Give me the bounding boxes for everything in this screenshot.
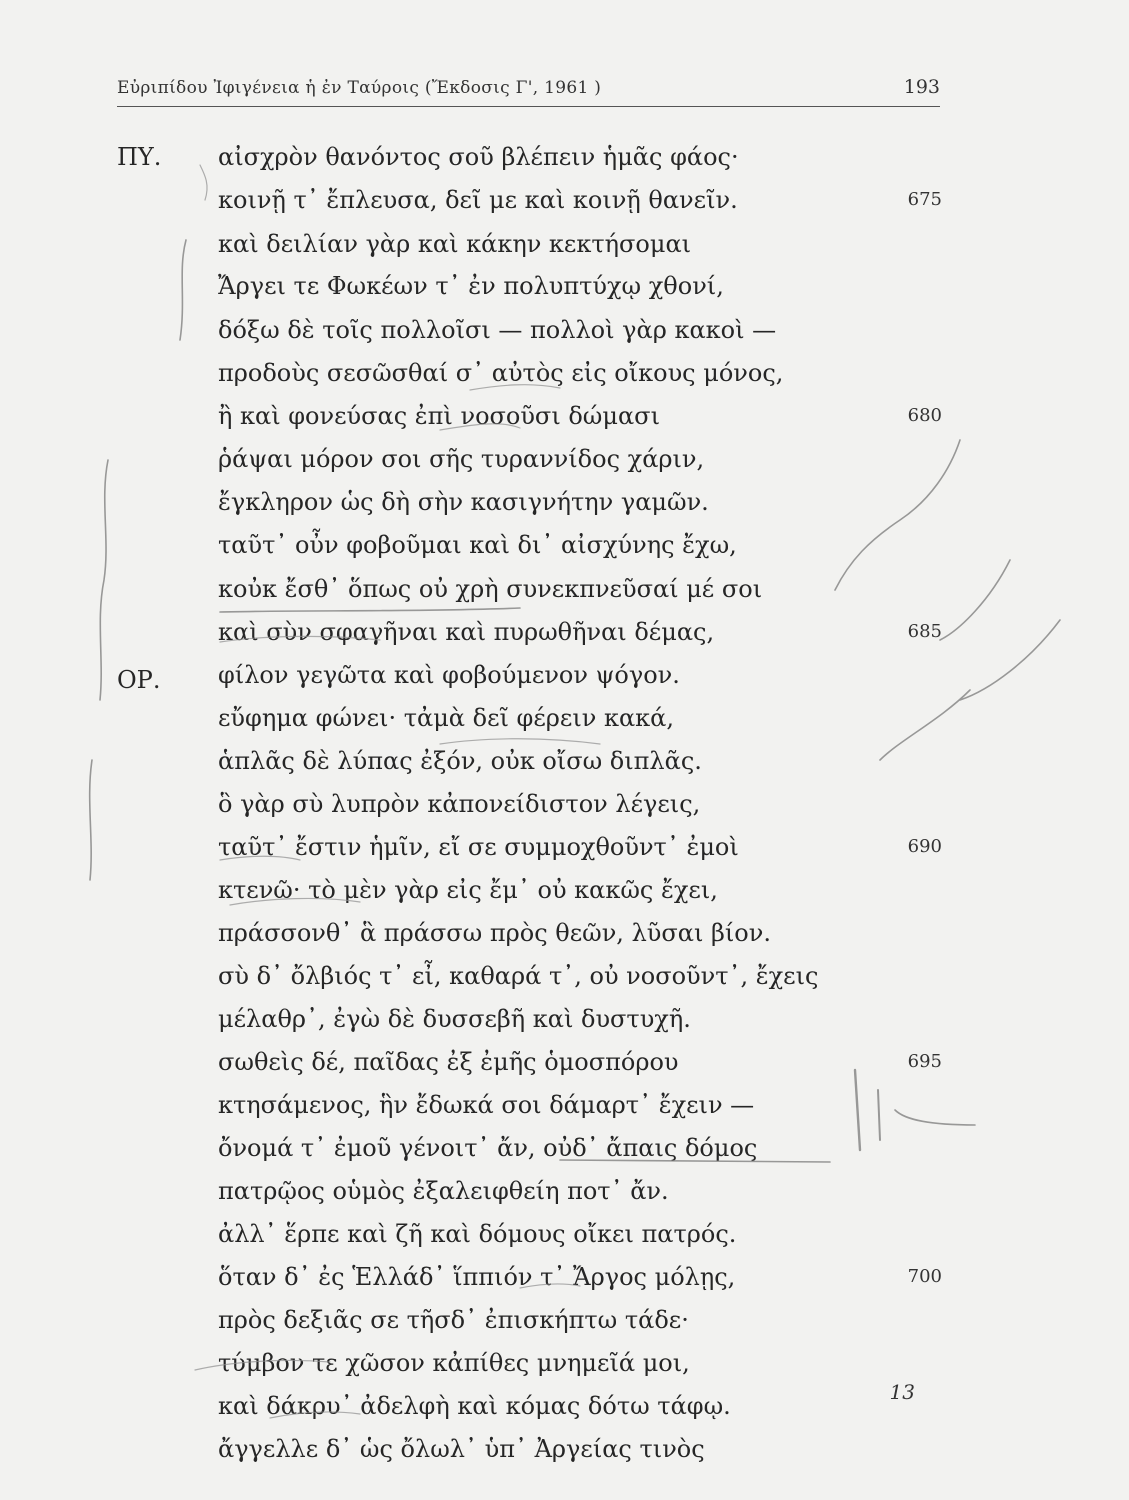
running-head: Εὐριπίδου Ἰφιγένεια ἡ ἐν Ταύροις (Ἔκδοσις Γ', 1961 ) xyxy=(117,78,602,98)
verse-line: μέλαθρ᾽, ἐγὼ δὲ δυσσεβῆ καὶ δυστυχῆ. xyxy=(218,1005,691,1033)
line-number: 695 xyxy=(907,1051,942,1072)
verse-line: κτενῶ· τὸ μὲν γὰρ εἰς ἔμ᾽ οὐ κακῶς ἔχει, xyxy=(218,876,718,904)
verse-line: φίλον γεγῶτα καὶ φοβούμενον ψόγον. xyxy=(218,661,680,689)
verse-line: ἁπλᾶς δὲ λύπας ἐξόν, οὐκ οἴσω διπλᾶς. xyxy=(218,747,702,775)
verse-line: ταῦτ᾽ οὖν φοβοῦμαι καὶ δι᾽ αἰσχύνης ἔχω, xyxy=(218,531,737,559)
verse-line: ἢ καὶ φονεύσας ἐπὶ νοσοῦσι δώμασι xyxy=(218,402,660,430)
ink-marks xyxy=(195,165,600,1418)
verse-line: καὶ δειλίαν γὰρ καὶ κάκην κεκτήσομαι xyxy=(218,230,692,258)
line-number: 700 xyxy=(907,1266,942,1287)
verse-line: πράσσονθ᾽ ἃ πράσσω πρὸς θεῶν, λῦσαι βίον. xyxy=(218,919,771,947)
verse-line: ὃ γὰρ σὺ λυπρὸν κἀπονείδιστον λέγεις, xyxy=(218,790,701,818)
verse-line: Ἄργει τε Φωκέων τ᾽ ἐν πολυπτύχῳ χθονί, xyxy=(218,272,724,300)
verse-line: αἰσχρὸν θανόντος σοῦ βλέπειν ἡμᾶς φάος· xyxy=(218,143,739,171)
verse-line: ἀλλ᾽ ἕρπε καὶ ζῆ καὶ δόμους οἴκει πατρός. xyxy=(218,1220,737,1248)
line-number: 690 xyxy=(907,836,942,857)
verse-line: σωθεὶς δέ, παῖδας ἐξ ἐμῆς ὁμοσπόρου xyxy=(218,1048,679,1076)
verse-line: ῥάψαι μόρον σοι σῆς τυραννίδος χάριν, xyxy=(218,445,705,473)
speaker-label: ΟΡ. xyxy=(117,666,161,694)
verse-line: ταῦτ᾽ ἔστιν ἡμῖν, εἴ σε συμμοχθοῦντ᾽ ἐμοὶ xyxy=(218,833,739,861)
verse-line: κοὐκ ἔσθ᾽ ὅπως οὐ χρὴ συνεκπνεῦσαί μέ σοι xyxy=(218,575,763,603)
verse-line: πατρῷος οὑμὸς ἐξαλειφθείη ποτ᾽ ἄν. xyxy=(218,1177,669,1205)
verse-line: ἄγγελλε δ᾽ ὡς ὄλωλ᾽ ὑπ᾽ Ἀργείας τινὸς xyxy=(218,1435,705,1463)
speaker-label: ΠΥ. xyxy=(117,143,162,171)
verse-line: κοινῇ τ᾽ ἔπλευσα, δεῖ με καὶ κοινῇ θανεῖν. xyxy=(218,186,738,214)
verse-line: καὶ δάκρυ᾽ ἀδελφὴ καὶ κόμας δότω τάφῳ. xyxy=(218,1392,731,1420)
verse-line: εὔφημα φώνει· τἀμὰ δεῖ φέρειν κακά, xyxy=(218,704,674,732)
verse-line: σὺ δ᾽ ὄλβιός τ᾽ εἶ, καθαρά τ᾽, οὐ νοσοῦντ᾽, ἔχεις xyxy=(218,962,819,990)
folio-number: 13 xyxy=(889,1380,915,1404)
verse-line: δόξω δὲ τοῖς πολλοῖσι — πολλοὶ γὰρ κακοὶ — xyxy=(218,316,777,344)
verse-line: ἔγκληρον ὡς δὴ σὴν κασιγνήτην γαμῶν. xyxy=(218,488,709,516)
verse-line: ὄνομά τ᾽ ἐμοῦ γένοιτ᾽ ἄν, οὐδ᾽ ἄπαις δόμος xyxy=(218,1134,758,1162)
verse-line: τύμβον τε χῶσον κἀπίθες μνημεῖά μοι, xyxy=(218,1349,690,1377)
page-number: 193 xyxy=(903,76,940,98)
line-number: 685 xyxy=(907,621,942,642)
pencil-marks xyxy=(90,240,1060,1162)
verse-line: προδοὺς σεσῶσθαί σ᾽ αὐτὸς εἰς οἴκους μόνος, xyxy=(218,359,784,387)
verse-line: καὶ σὺν σφαγῆναι καὶ πυρωθῆναι δέμας, xyxy=(218,618,715,646)
line-number: 680 xyxy=(907,405,942,426)
verse-line: ὅταν δ᾽ ἐς Ἑλλάδ᾽ ἵππιόν τ᾽ Ἄργος μόλῃς, xyxy=(218,1263,736,1291)
verse-line: πρὸς δεξιᾶς σε τῆσδ᾽ ἐπισκήπτω τάδε· xyxy=(218,1306,689,1334)
verse-line: κτησάμενος, ἣν ἔδωκά σοι δάμαρτ᾽ ἔχειν — xyxy=(218,1091,755,1119)
line-number: 675 xyxy=(907,189,942,210)
